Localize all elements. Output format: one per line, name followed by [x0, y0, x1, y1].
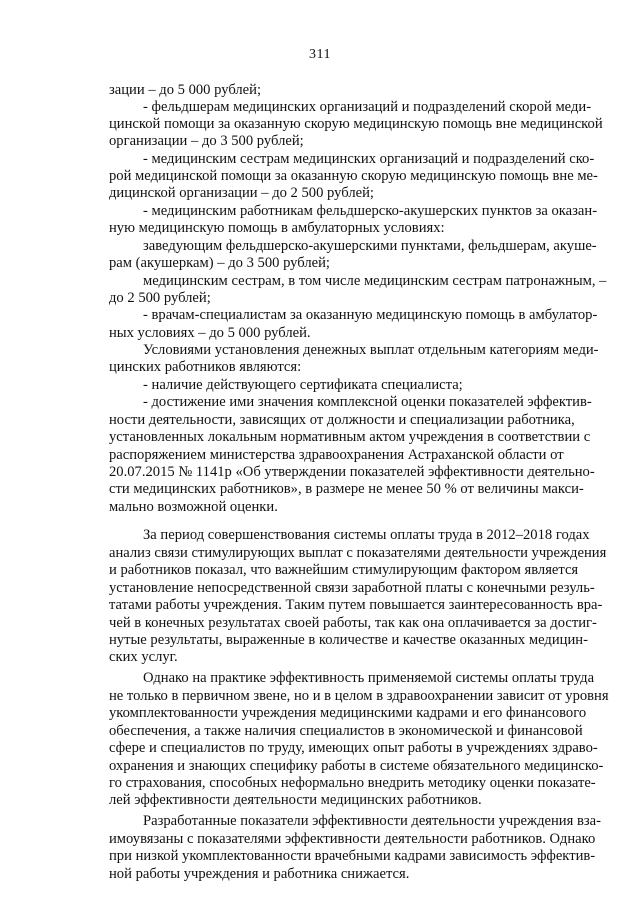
text-line: при низкой укомплектованности врачебными кадрами зависимость эффектив- [109, 848, 596, 864]
text-line: и работников показал, что важнейшим стимулирующим фактором является [109, 562, 579, 578]
text-line: медицинским сестрам, в том числе медицинским сестрам патронажным, – [143, 273, 607, 289]
text-line: установление непосредственной связи заработной платы с конечными резуль- [109, 580, 595, 596]
text-line: распоряжением министерства здравоохранения Астраханской области от [109, 447, 564, 463]
text-line: ских услуг. [109, 649, 178, 665]
text-line: татами работы учреждения. Таким путем повышается заинтересованность вра- [109, 597, 603, 613]
text-line: сти медицинских работников», в размере не менее 50 % от величины макси- [109, 481, 584, 497]
text-line: укомплектованности учреждения медицинскими кадрами и его финансового [109, 705, 587, 721]
text-line: имоувязаны с показателями эффективности деятельности работников. Однако [109, 831, 596, 847]
page-number: 311 [309, 47, 331, 62]
text-line: - наличие действующего сертификата специалиста; [143, 377, 463, 393]
text-line: мально возможной оценки. [109, 499, 278, 515]
text-line: Разработанные показатели эффективности деятельности учреждения вза- [143, 813, 601, 829]
text-line: ной работы учреждения и работника снижается. [109, 866, 410, 882]
text-line: - достижение ими значения комплексной оценки показателей эффектив- [143, 394, 592, 410]
text-line: 20.07.2015 № 1141р «Об утверждении показателей эффективности деятельно- [109, 464, 595, 480]
text-line: лей эффективности деятельности медицинских работников. [109, 792, 482, 808]
text-line: цинской помощи за оказанную скорую медицинскую помощь вне медицинской [109, 116, 603, 132]
text-line: За период совершенствования системы оплаты труда в 2012–2018 годах [143, 527, 590, 543]
text-line: рам (акушеркам) – до 3 500 рублей; [109, 255, 330, 271]
text-line: сфере и специалистов по труду, имеющих опыт работы в учреждениях здраво- [109, 740, 598, 756]
text-line: зации – до 5 000 рублей; [109, 82, 262, 98]
text-line: ную медицинскую помощь в амбулаторных условиях: [109, 220, 445, 236]
text-line: анализ связи стимулирующих выплат с показателями деятельности учреждения [109, 545, 607, 561]
text-line: нутые результаты, выраженные в количестве и качестве оказанных медицин- [109, 632, 588, 648]
text-line: - фельдшерам медицинских организаций и подразделений скорой меди- [143, 99, 592, 115]
text-line: Условиями установления денежных выплат отдельным категориям меди- [143, 342, 599, 358]
text-line: чей в конечных результатах своей работы, так как она оплачивается за достиг- [109, 615, 597, 631]
text-line: дицинской организации – до 2 500 рублей; [109, 185, 374, 201]
text-line: заведующим фельдшерско-акушерскими пунктами, фельдшерам, акуше- [143, 238, 597, 254]
text-line: ных условиях – до 5 000 рублей. [109, 325, 311, 341]
text-line: установленных локальным нормативным актом учреждения в соответствии с [109, 429, 591, 445]
text-line: рой медицинской помощи за оказанную скорую медицинскую помощь вне ме- [109, 168, 598, 184]
text-line: - медицинским сестрам медицинских организаций и подразделений ско- [143, 151, 595, 167]
text-line: обеспечения, а также наличия специалистов в экономической и финансовой [109, 723, 583, 739]
text-line: - врачам-специалистам за оказанную медицинскую помощь в амбулатор- [143, 307, 598, 323]
text-line: до 2 500 рублей; [109, 290, 211, 306]
text-line: го страхования, способных неформально внедрить методику оценки показате- [109, 775, 596, 791]
text-line: охранения и знающих специфику работы в системе обязательного медицинско- [109, 758, 604, 774]
text-line: не только в первичном звене, но и в целом в здравоохранении зависит от уровня [109, 688, 609, 704]
text-line: организации – до 3 500 рублей; [109, 133, 304, 149]
text-line: Однако на практике эффективность применяемой системы оплаты труда [143, 670, 595, 686]
text-line: цинских работников являются: [109, 359, 302, 375]
text-line: - медицинским работникам фельдшерско-акушерских пунктов за оказан- [143, 203, 598, 219]
text-line: ности деятельности, зависящих от должности и специализации работника, [109, 412, 575, 428]
